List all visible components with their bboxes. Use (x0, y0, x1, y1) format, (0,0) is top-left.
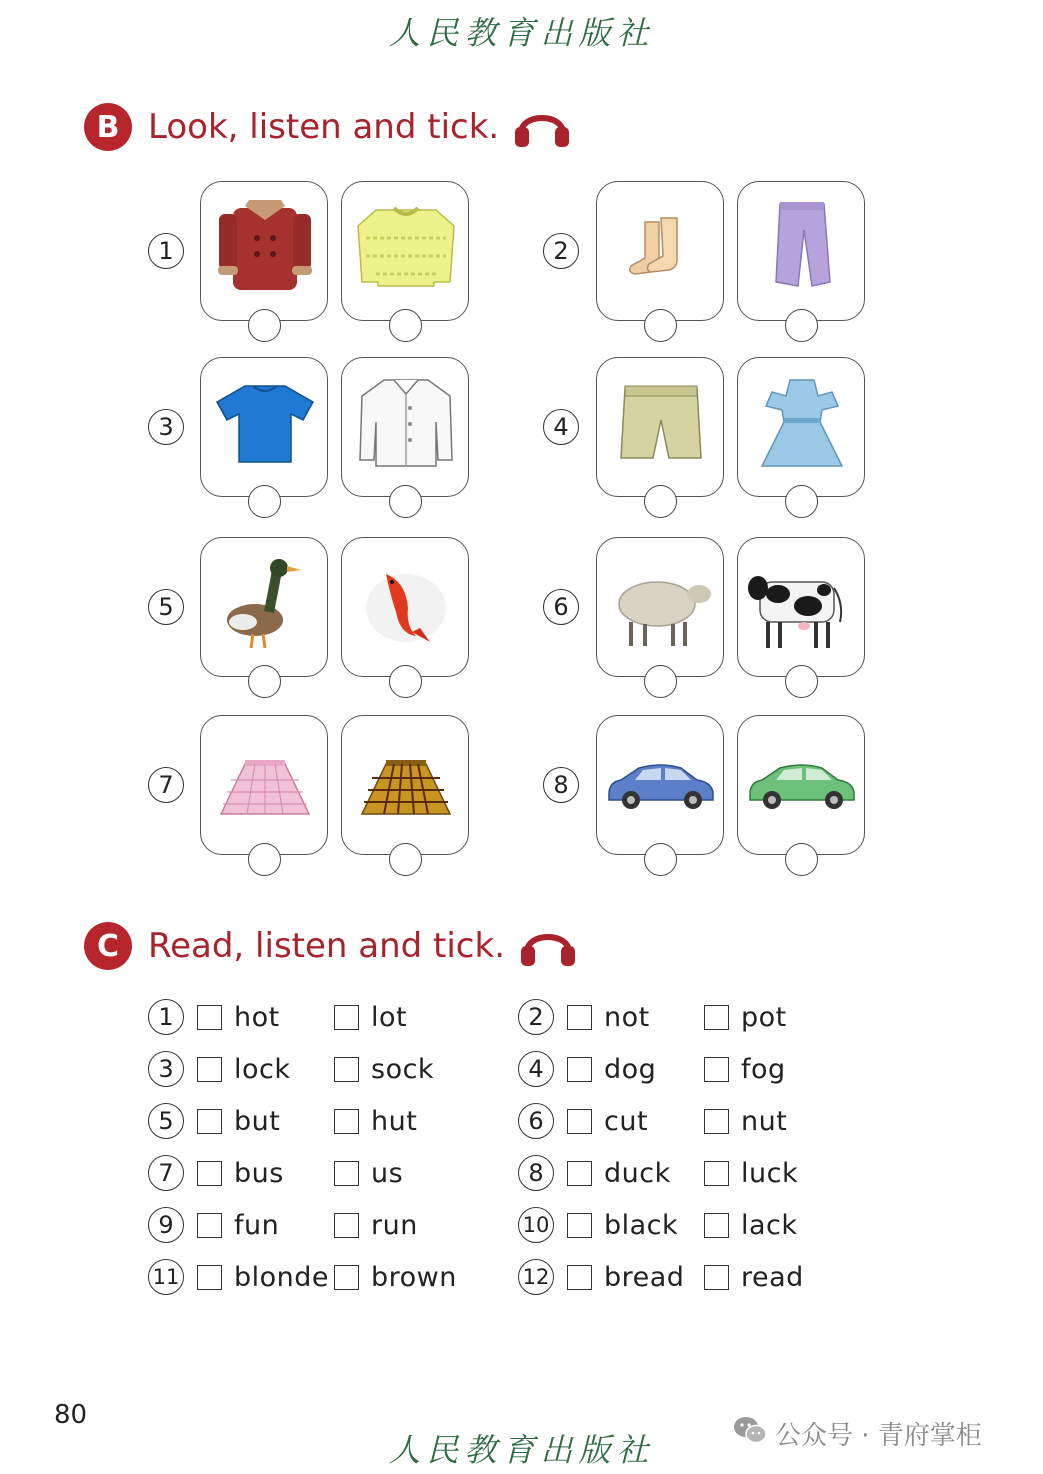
word-label: lot (371, 1001, 408, 1033)
word-option[interactable] (567, 1103, 648, 1139)
section-b-heading (84, 103, 571, 151)
word-label: lock (234, 1053, 291, 1085)
section-b-title: Look, listen and tick. (148, 107, 500, 147)
section-c-badge: C (84, 922, 132, 970)
item-number: 7 (148, 767, 184, 803)
word-option[interactable] (704, 999, 787, 1035)
word-label: us (371, 1157, 404, 1189)
item-number: 5 (148, 589, 184, 625)
tick-circle[interactable] (644, 485, 677, 518)
word-label: dog (604, 1053, 657, 1085)
tick-circle[interactable] (389, 309, 422, 342)
item-number: 1 (148, 999, 184, 1035)
tick-checkbox[interactable] (704, 1057, 729, 1082)
word-option[interactable] (567, 999, 650, 1035)
tick-checkbox[interactable] (334, 1005, 359, 1030)
tick-checkbox[interactable] (704, 1161, 729, 1186)
tick-circle[interactable] (644, 843, 677, 876)
word-option[interactable] (567, 1155, 671, 1191)
tick-circle[interactable] (389, 485, 422, 518)
tick-checkbox[interactable] (197, 1005, 222, 1030)
sweater-icon (346, 186, 466, 306)
section-b-badge: B (84, 103, 132, 151)
shirt-icon (346, 362, 466, 482)
word-option[interactable] (197, 999, 280, 1035)
picture-card (341, 357, 469, 497)
word-label: sock (371, 1053, 435, 1085)
word-option[interactable] (704, 1207, 798, 1243)
tick-checkbox[interactable] (334, 1265, 359, 1290)
word-option[interactable] (334, 999, 407, 1035)
tick-checkbox[interactable] (567, 1161, 592, 1186)
tick-circle[interactable] (248, 843, 281, 876)
item-number: 6 (543, 589, 579, 625)
headphones-icon (513, 103, 571, 151)
word-option[interactable] (704, 1103, 787, 1139)
word-option[interactable] (197, 1259, 329, 1295)
picture-card (737, 715, 865, 855)
headphones-icon (519, 922, 577, 970)
word-option[interactable] (567, 1207, 678, 1243)
item-number: 5 (148, 1103, 184, 1139)
t-shirt-icon (205, 362, 325, 482)
tick-checkbox[interactable] (704, 1109, 729, 1134)
item-number: 2 (518, 999, 554, 1035)
picture-card (200, 715, 328, 855)
item-number: 8 (543, 767, 579, 803)
tick-checkbox[interactable] (567, 1109, 592, 1134)
word-option[interactable] (197, 1051, 291, 1087)
word-option[interactable] (704, 1259, 804, 1295)
shorts-icon (601, 362, 721, 482)
tick-checkbox[interactable] (704, 1265, 729, 1290)
green-car-icon (742, 720, 862, 840)
publisher-footer: 人民教育出版社 (388, 1431, 655, 1469)
item-number: 12 (518, 1259, 554, 1295)
picture-card (737, 181, 865, 321)
tick-checkbox[interactable] (334, 1213, 359, 1238)
cow-icon (742, 542, 862, 662)
word-label: run (371, 1209, 418, 1241)
plaid-skirt-icon (346, 720, 466, 840)
tick-circle[interactable] (644, 309, 677, 342)
item-number: 10 (518, 1207, 554, 1243)
picture-card (341, 181, 469, 321)
word-label: nut (741, 1105, 788, 1137)
picture-card (200, 357, 328, 497)
tick-checkbox[interactable] (704, 1005, 729, 1030)
tick-checkbox[interactable] (567, 1213, 592, 1238)
tick-checkbox[interactable] (334, 1161, 359, 1186)
word-label: duck (604, 1157, 671, 1189)
word-label: luck (741, 1157, 799, 1189)
tick-circle[interactable] (248, 309, 281, 342)
item-number: 4 (543, 409, 579, 445)
fish-icon (346, 542, 466, 662)
wechat-icon (733, 1416, 767, 1451)
tick-circle[interactable] (785, 665, 818, 698)
trousers-icon (742, 186, 862, 306)
word-option[interactable] (334, 1051, 434, 1087)
item-number: 1 (148, 233, 184, 269)
item-number: 4 (518, 1051, 554, 1087)
publisher-header: 人民教育出版社 (388, 14, 655, 52)
word-label: hut (371, 1105, 418, 1137)
word-option[interactable] (334, 1207, 418, 1243)
item-number: 2 (543, 233, 579, 269)
tick-checkbox[interactable] (334, 1109, 359, 1134)
picture-card (341, 715, 469, 855)
tick-checkbox[interactable] (197, 1213, 222, 1238)
tick-circle[interactable] (785, 309, 818, 342)
word-label: hot (234, 1001, 280, 1033)
picture-card (200, 181, 328, 321)
tick-circle[interactable] (785, 843, 818, 876)
tick-circle[interactable] (248, 665, 281, 698)
tick-checkbox[interactable] (197, 1161, 222, 1186)
word-label: not (604, 1001, 650, 1033)
word-option[interactable] (567, 1051, 656, 1087)
item-number: 3 (148, 1051, 184, 1087)
tick-circle[interactable] (389, 665, 422, 698)
pink-skirt-icon (205, 720, 325, 840)
word-label: black (604, 1209, 679, 1241)
tick-checkbox[interactable] (197, 1109, 222, 1134)
tick-circle[interactable] (644, 665, 677, 698)
word-label: but (234, 1105, 281, 1137)
word-option[interactable] (334, 1103, 417, 1139)
duck-icon (205, 542, 325, 662)
tick-checkbox[interactable] (334, 1057, 359, 1082)
dress-icon (742, 362, 862, 482)
word-label: lack (741, 1209, 798, 1241)
word-label: fun (234, 1209, 280, 1241)
item-number: 6 (518, 1103, 554, 1139)
watermark-text: 公众号 · 青府掌柜 (775, 1421, 982, 1451)
item-number: 3 (148, 409, 184, 445)
picture-card (596, 357, 724, 497)
word-label: pot (741, 1001, 787, 1033)
word-label: read (741, 1261, 804, 1293)
word-option[interactable] (567, 1259, 684, 1295)
coat-icon (205, 186, 325, 306)
picture-card (200, 537, 328, 677)
word-label: blonde (234, 1261, 330, 1293)
section-c-heading (84, 922, 577, 970)
picture-card (737, 537, 865, 677)
word-option[interactable] (334, 1259, 457, 1295)
word-label: fog (741, 1053, 786, 1085)
word-label: bus (234, 1157, 284, 1189)
tick-circle[interactable] (248, 485, 281, 518)
picture-card (737, 357, 865, 497)
tick-checkbox[interactable] (197, 1057, 222, 1082)
tick-checkbox[interactable] (567, 1265, 592, 1290)
tick-checkbox[interactable] (567, 1005, 592, 1030)
word-option[interactable] (334, 1155, 403, 1191)
word-option[interactable] (197, 1207, 279, 1243)
tick-circle[interactable] (785, 485, 818, 518)
word-label: bread (604, 1261, 685, 1293)
tick-checkbox[interactable] (567, 1057, 592, 1082)
tick-checkbox[interactable] (704, 1213, 729, 1238)
picture-card (596, 715, 724, 855)
item-number: 7 (148, 1155, 184, 1191)
word-option[interactable] (197, 1155, 284, 1191)
item-number: 8 (518, 1155, 554, 1191)
item-number: 11 (148, 1259, 184, 1295)
watermark (733, 1415, 982, 1452)
picture-card (596, 537, 724, 677)
sheep-icon (601, 542, 721, 662)
word-label: brown (371, 1261, 457, 1293)
socks-icon (601, 186, 721, 306)
page-number: 80 (54, 1400, 88, 1430)
picture-card (596, 181, 724, 321)
section-c-title: Read, listen and tick. (148, 926, 505, 966)
word-option[interactable] (704, 1051, 786, 1087)
word-label: cut (604, 1105, 649, 1137)
picture-card (341, 537, 469, 677)
tick-checkbox[interactable] (197, 1265, 222, 1290)
item-number: 9 (148, 1207, 184, 1243)
word-option[interactable] (197, 1103, 280, 1139)
tick-circle[interactable] (389, 843, 422, 876)
word-option[interactable] (704, 1155, 798, 1191)
blue-car-icon (601, 720, 721, 840)
